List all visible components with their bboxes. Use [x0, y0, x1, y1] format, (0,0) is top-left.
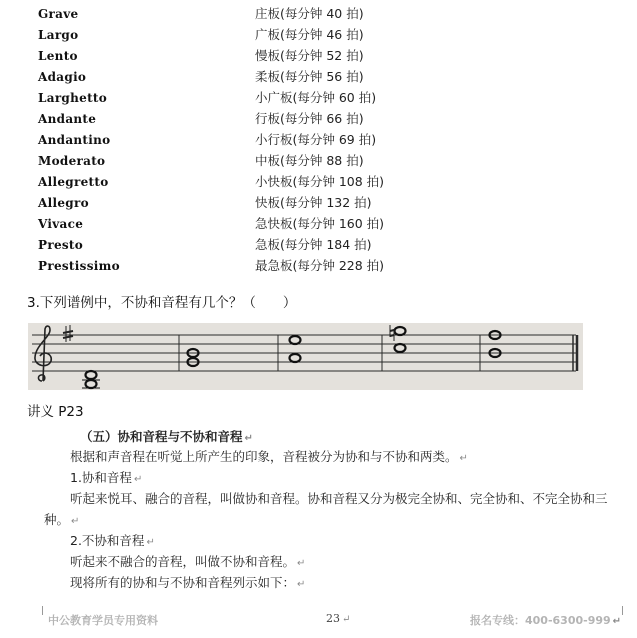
- margin-tick: [42, 606, 43, 615]
- item2-title-text: 2.不协和音程: [70, 533, 145, 548]
- tempo-row: [0, 46, 637, 66]
- tempo-row: [0, 25, 637, 45]
- tempo-term: Moderato: [38, 154, 106, 168]
- treble-clef-icon: [35, 326, 51, 381]
- item1-paragraph: 听起来悦耳、融合的音程，叫做协和音程。协和音程又分为极完全协和、完全协和、不完全协和三: [70, 491, 608, 506]
- closing-text: 现将所有的协和与不协和音程列示如下：: [70, 575, 296, 590]
- tempo-meaning: 广板(每分钟 46 拍): [255, 27, 364, 42]
- paragraph-mark-icon: ↵: [146, 537, 155, 548]
- section-title-text: （五）协和音程与不协和音程: [80, 429, 243, 444]
- intro-paragraph: [70, 447, 468, 469]
- tempo-term: Allegro: [38, 196, 89, 210]
- paragraph-mark-icon: ↵: [342, 614, 351, 625]
- tempo-meaning: 慢板(每分钟 52 拍): [255, 48, 364, 63]
- tempo-meaning: 庄板(每分钟 40 拍): [255, 6, 364, 21]
- item2-title: [70, 531, 155, 553]
- item1-cont-text: 种。: [44, 512, 70, 527]
- paragraph-mark-icon: ↵: [612, 616, 622, 627]
- tempo-row: [0, 4, 637, 24]
- page-number-text: 23: [326, 612, 340, 625]
- note-pair-measure-1: [82, 371, 100, 388]
- paragraph-mark-icon: ↵: [459, 453, 468, 464]
- tempo-term: Lento: [38, 49, 78, 63]
- tempo-term: Largo: [38, 28, 79, 42]
- tempo-meaning: 行板(每分钟 66 拍): [255, 111, 364, 126]
- tempo-row: [0, 88, 637, 108]
- tempo-row: [0, 67, 637, 87]
- note-pair-measure-3: [290, 336, 301, 362]
- staff-notation: [28, 323, 583, 390]
- tempo-term: Presto: [38, 238, 84, 252]
- tempo-meaning: 小行板(每分钟 69 拍): [255, 132, 377, 147]
- item1-paragraph-cont: [44, 510, 79, 532]
- footer-watermark-left: 中公教育学员专用资料: [48, 614, 158, 627]
- tempo-row: [0, 214, 637, 234]
- tempo-row: [0, 193, 637, 213]
- paragraph-mark-icon: ↵: [297, 579, 306, 590]
- tempo-term: Larghetto: [38, 91, 108, 105]
- page-footer: [0, 606, 637, 638]
- natural-icon: [390, 325, 394, 341]
- tempo-meaning: 中板(每分钟 88 拍): [255, 153, 364, 168]
- tempo-term: Grave: [38, 7, 79, 21]
- tempo-meaning: 快板(每分钟 132 拍): [255, 195, 372, 210]
- sharp-icon: [63, 325, 73, 342]
- closing-paragraph: [70, 573, 305, 595]
- tempo-row: [0, 235, 637, 255]
- tempo-term: Adagio: [38, 70, 87, 84]
- tempo-meaning: 小广板(每分钟 60 拍): [255, 90, 377, 105]
- margin-tick: [622, 606, 623, 615]
- note-pair-measure-2: [188, 349, 199, 366]
- tempo-meaning: 急快板(每分钟 160 拍): [255, 216, 385, 231]
- footer-hotline-text: 报名专线：400-6300-999: [470, 614, 611, 627]
- music-score-image: [28, 323, 583, 390]
- paragraph-mark-icon: ↵: [133, 474, 143, 485]
- note-pair-measure-4: [395, 327, 406, 352]
- tempo-meaning: 急板(每分钟 184 拍): [255, 237, 372, 252]
- lecture-reference: 讲义 P23: [27, 404, 84, 420]
- paragraph-mark-icon: ↵: [71, 516, 80, 527]
- tempo-row: [0, 256, 637, 276]
- item1-title: [70, 468, 142, 490]
- page-number: [326, 612, 350, 625]
- footer-hotline: [470, 612, 621, 628]
- paragraph-mark-icon: ↵: [244, 433, 253, 444]
- item2-paragraph: [70, 552, 305, 574]
- tempo-meaning: 最急板(每分钟 228 拍): [255, 258, 385, 273]
- tempo-row: [0, 109, 637, 129]
- item2-text: 听起来不融合的音程，叫做不协和音程。: [70, 554, 296, 569]
- tempo-row: [0, 172, 637, 192]
- tempo-term: Allegretto: [38, 175, 109, 189]
- section-title: [80, 427, 253, 449]
- paragraph-mark-icon: ↵: [297, 558, 306, 569]
- tempo-meaning: 柔板(每分钟 56 拍): [255, 69, 364, 84]
- tempo-term: Prestissimo: [38, 259, 120, 273]
- intro-text: 根据和声音程在听觉上所产生的印象，音程被分为协和与不协和两类。: [70, 449, 458, 464]
- item1-title-text: 1.协和音程: [70, 470, 132, 485]
- tempo-term: Vivace: [38, 217, 84, 231]
- tempo-term: Andante: [38, 112, 97, 126]
- question-text: 3.下列谱例中，不协和音程有几个？（ ）: [27, 295, 297, 311]
- tempo-row: [0, 151, 637, 171]
- tempo-meaning: 小快板(每分钟 108 拍): [255, 174, 385, 189]
- tempo-row: [0, 130, 637, 150]
- tempo-term: Andantino: [38, 133, 111, 147]
